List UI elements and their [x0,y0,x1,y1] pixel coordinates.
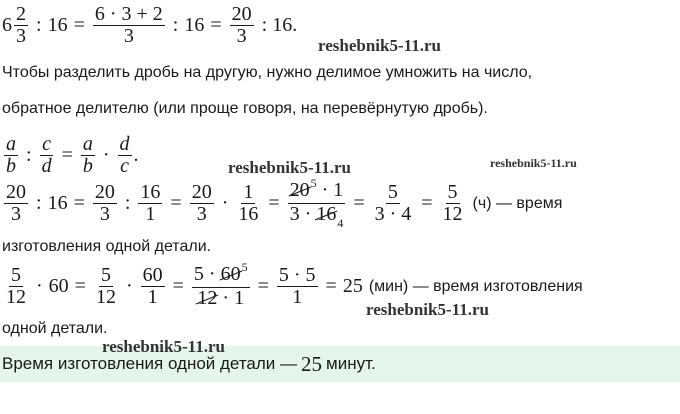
fraction [93,4,165,47]
number: 16 [47,192,68,214]
equation-time-minutes-continuation: одной детали. [2,320,108,337]
numerator: 5 · 5 [278,264,316,286]
operator: = [421,192,433,214]
numerator: 2 [16,3,26,25]
numerator-rest: · 1 [321,179,344,201]
fraction [93,182,117,225]
answer-text: Время изготовления одной детали — [2,354,298,373]
denominator-rest: · 1 [222,287,245,309]
fraction [81,134,95,177]
denominator: 1 [147,286,158,308]
denominator: 3 [196,203,207,225]
rule-formula [2,134,139,177]
equation-time-hours-continuation: изготовления одной детали. [2,238,212,255]
operator: = [170,192,182,214]
fraction [4,182,28,225]
denominator: c [120,155,129,177]
denominator: 3 [16,25,26,47]
fraction [373,182,414,225]
denominator [195,288,246,309]
numerator: 5 [387,181,398,203]
operator: = [353,192,365,214]
reduced-value: 5 [241,260,248,274]
fraction [118,134,132,177]
answer-unit: минут. [326,354,376,373]
numerator [288,176,346,204]
operator: · [36,275,43,297]
fraction-with-cancellation [192,260,250,309]
fraction [230,4,254,47]
denominator: b [6,155,16,177]
unit-text: (ч) — время [472,194,563,212]
operator: : [172,14,179,36]
denominator: 16 [238,203,259,225]
cancelled-number: 60 [220,263,241,285]
cancelled-number: 16 [316,203,337,225]
numerator [192,260,250,288]
number: 60 [48,275,69,297]
numerator: 20 [191,181,212,203]
operator: = [257,275,269,297]
numerator-rest: 5 · [193,263,216,285]
operator: : [36,14,42,36]
watermark: reshebnik5-11.ru [490,156,577,170]
numerator: 6 · 3 + 2 [94,3,163,25]
rule-text-line-2: обратное делителю (или проще говоря, на перевёрнутую дробь). [2,100,488,117]
denominator: 12 [442,203,463,225]
answer-value: 25 [301,351,323,376]
watermark: reshebnik5-11.ru [102,337,225,356]
denominator: 1 [145,203,156,225]
fraction [94,265,118,308]
operator: = [325,275,337,297]
denominator: 1 [292,286,303,308]
fraction [277,265,318,308]
operator: : [36,192,42,214]
operator: = [268,192,280,214]
fraction [141,265,165,308]
denominator: 3 · 4 [374,203,412,225]
fraction [441,182,465,225]
period: . [133,144,139,166]
numerator: 5 [100,264,111,286]
equation-time-minutes [2,260,583,309]
denominator: 12 [95,286,116,308]
operator: : [124,192,131,214]
number: 16 [47,14,68,36]
denominator: 12 [6,286,26,308]
numerator: 1 [243,181,254,203]
operator: = [73,192,85,214]
watermark: reshebnik5-11.ru [366,300,489,319]
numerator: 5 [11,264,21,286]
reduced-value: 5 [310,176,317,190]
operator: = [74,275,86,297]
cancelled-number: 20 [289,179,310,201]
denominator: 3 [99,203,110,225]
denominator: 3 [123,25,134,47]
cancelled-number: 12 [197,287,218,309]
operator: = [210,14,222,36]
denominator: 3 [11,203,21,225]
rule-text-line-1: Чтобы разделить дробь на другую, нужно делимое умножить на число, [2,64,533,81]
numerator: a [6,133,16,155]
denominator-rest: 3 · [289,203,312,225]
fraction [4,265,28,308]
watermark: reshebnik5-11.ru [318,36,441,55]
numerator: 16 [140,181,161,203]
reduced-value: 4 [337,216,344,230]
whole-part: 6 [2,14,12,36]
unit-text: (мин) — время изготовления [368,277,583,295]
equation-time-hours [2,176,563,230]
fraction-part [14,4,28,47]
result-number: 25 [342,275,363,297]
operator: · [102,144,110,166]
equation-mixed-to-improper [2,4,297,47]
fraction [40,134,54,177]
watermark: reshebnik5-11.ru [228,158,351,177]
operator: = [73,14,85,36]
fraction-with-cancellation [288,176,346,230]
fraction [190,182,214,225]
fraction [138,182,162,225]
denominator: 3 [236,25,247,47]
fraction [4,134,18,177]
operator: = [61,144,73,166]
operator: · [125,275,133,297]
numerator: d [119,133,130,155]
numerator: c [42,133,51,155]
expression-tail: : 16. [261,14,298,36]
denominator [288,203,346,230]
numerator: 60 [142,264,163,286]
denominator: d [41,155,52,177]
numerator: 20 [231,3,252,25]
numerator: 20 [6,181,26,203]
numerator: 5 [447,181,458,203]
operator: : [26,144,32,166]
mixed-number [2,4,30,47]
number: 16 [184,14,205,36]
numerator: 20 [94,181,115,203]
numerator: a [82,133,93,155]
denominator: b [82,155,93,177]
operator: · [221,192,229,214]
operator: = [172,275,184,297]
fraction [236,182,260,225]
